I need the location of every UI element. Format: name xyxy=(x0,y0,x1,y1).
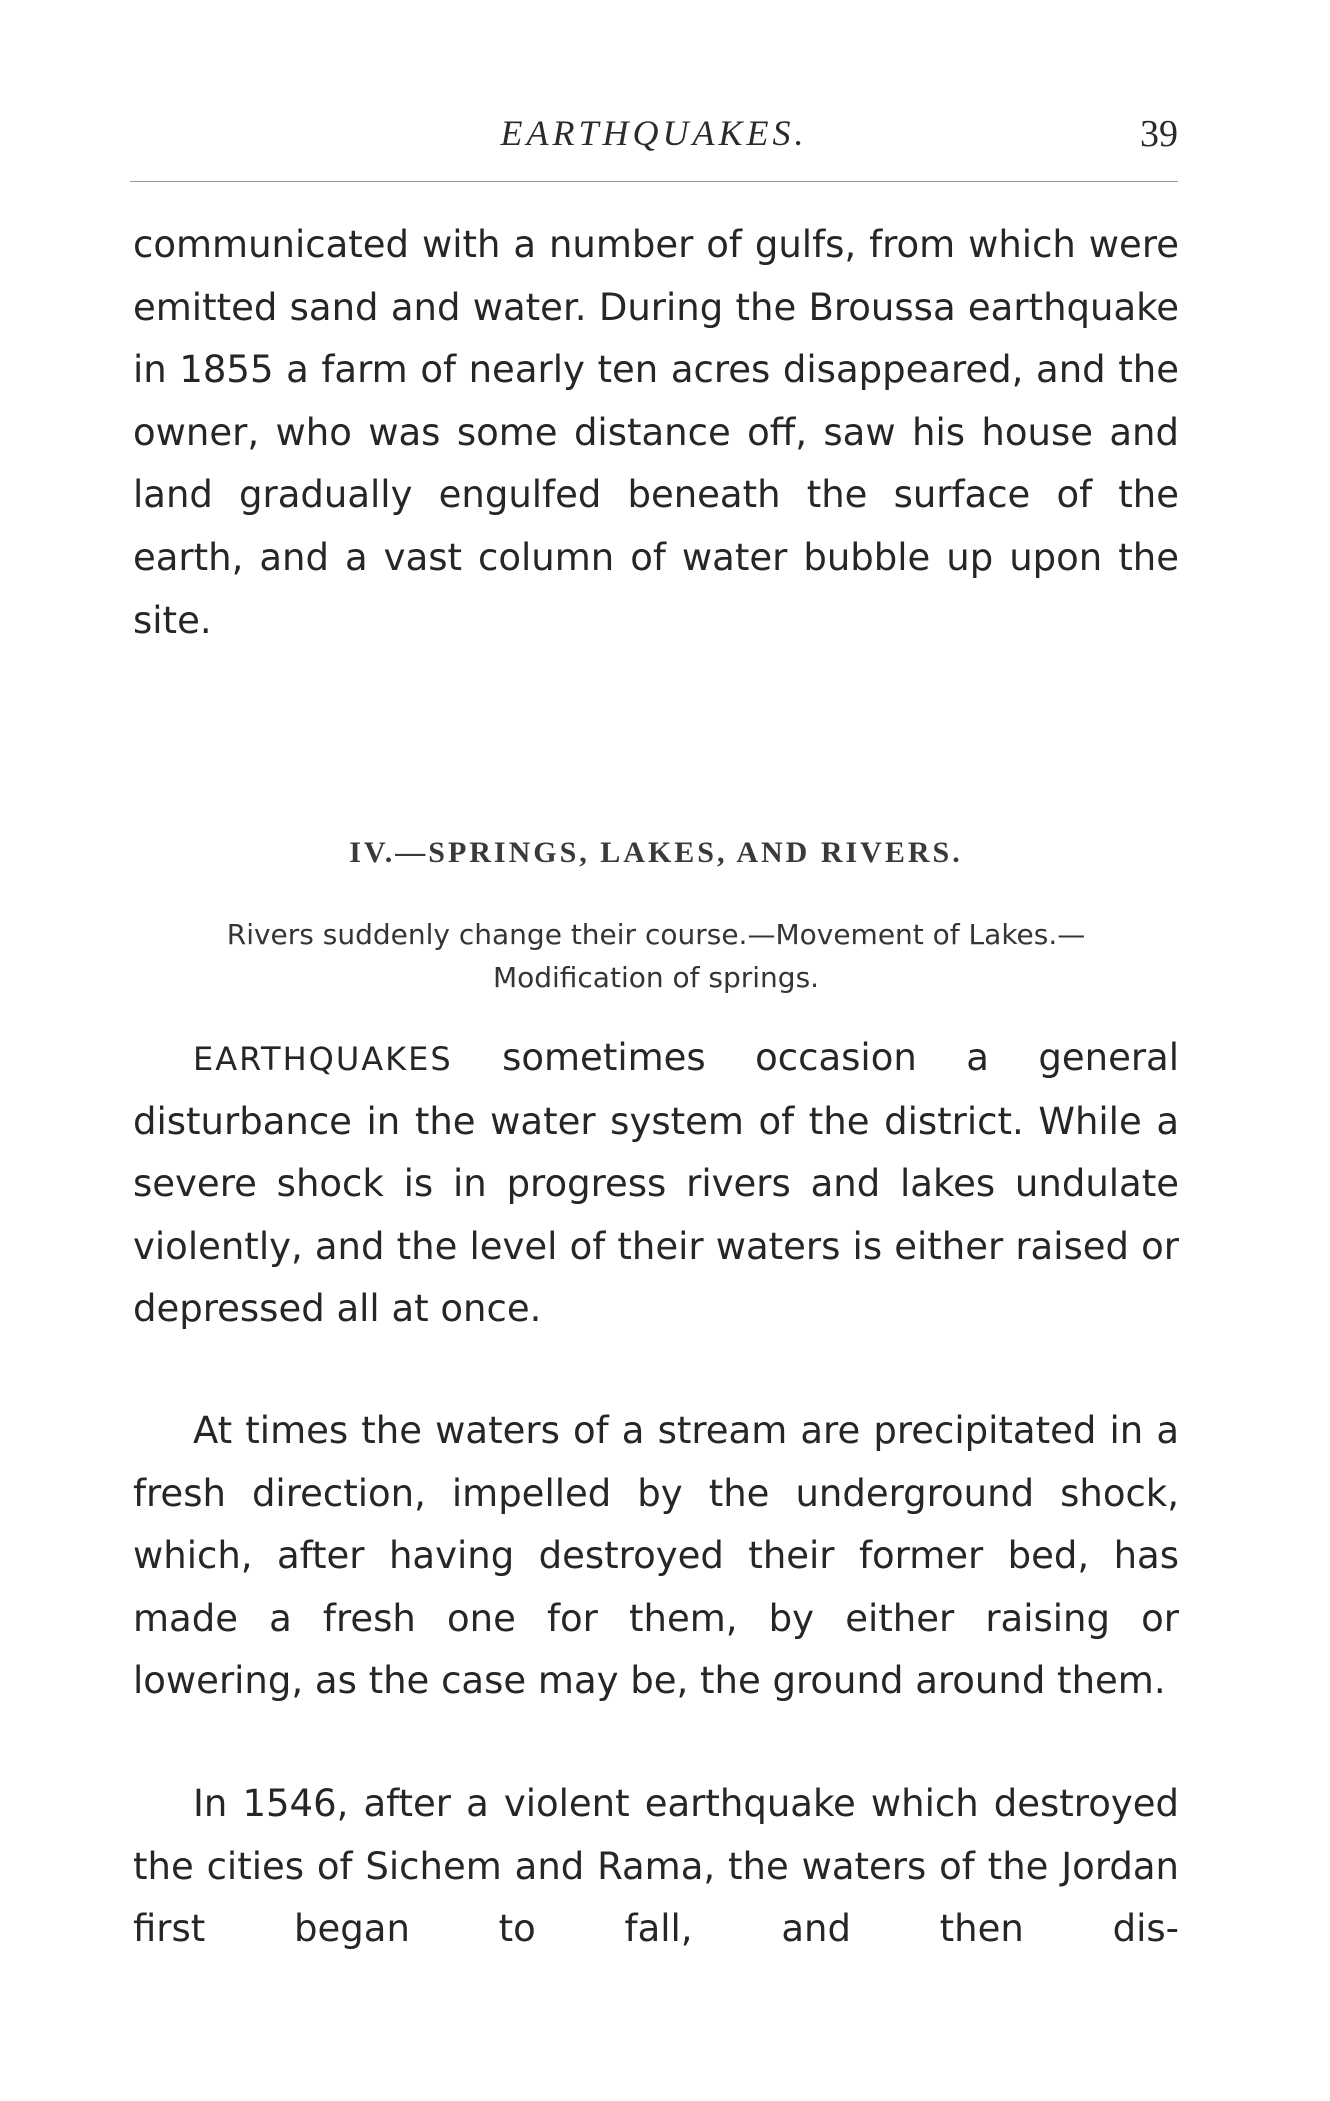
paragraph-lead-word: EARTHQUAKES xyxy=(193,1040,453,1078)
running-head xyxy=(130,112,1178,172)
paragraph-stream-direction: At times the waters of a stream are precipitated in a fresh direction, impelled by the underground shock, which, after having destroyed their former bed, has made a fresh one for them, by either raising or lowering, as the case may be, the ground around them. xyxy=(133,1409,1179,1703)
summary-line-1: Rivers suddenly change their course.—Movement of Lakes.— xyxy=(226,918,1086,951)
running-title: EARTHQUAKES. xyxy=(500,113,808,153)
header-rule xyxy=(130,181,1178,182)
paragraph-jordan: In 1546, after a violent earthquake which destroyed the cities of Sichem and Rama, the waters of the Jordan first began to fall, and then dis- xyxy=(133,1782,1179,1951)
paragraph-earthquakes-water xyxy=(133,1027,1179,1341)
paragraph-continued: communicated with a number of gulfs, from which were emitted sand and water. During the Broussa earthquake in 1855 a farm of nearly ten acres disappeared, and the owner, who was some distance off, saw his house and land gradually engulfed beneath the surface of the earth, and a vast column of water bubble up upon the site. xyxy=(133,223,1179,642)
section-summary xyxy=(133,913,1179,999)
page-number: 39 xyxy=(1140,113,1178,155)
paragraph-body: sometimes occasion a general disturbance in the water system of the district. While a severe shock is in progress rivers and lakes undulate violently, and the level of their waters is either raised or depressed all at once. xyxy=(133,1036,1179,1331)
summary-line-2: Modification of springs. xyxy=(492,961,820,994)
section-heading: IV.—SPRINGS, LAKES, AND RIVERS. xyxy=(349,836,963,869)
